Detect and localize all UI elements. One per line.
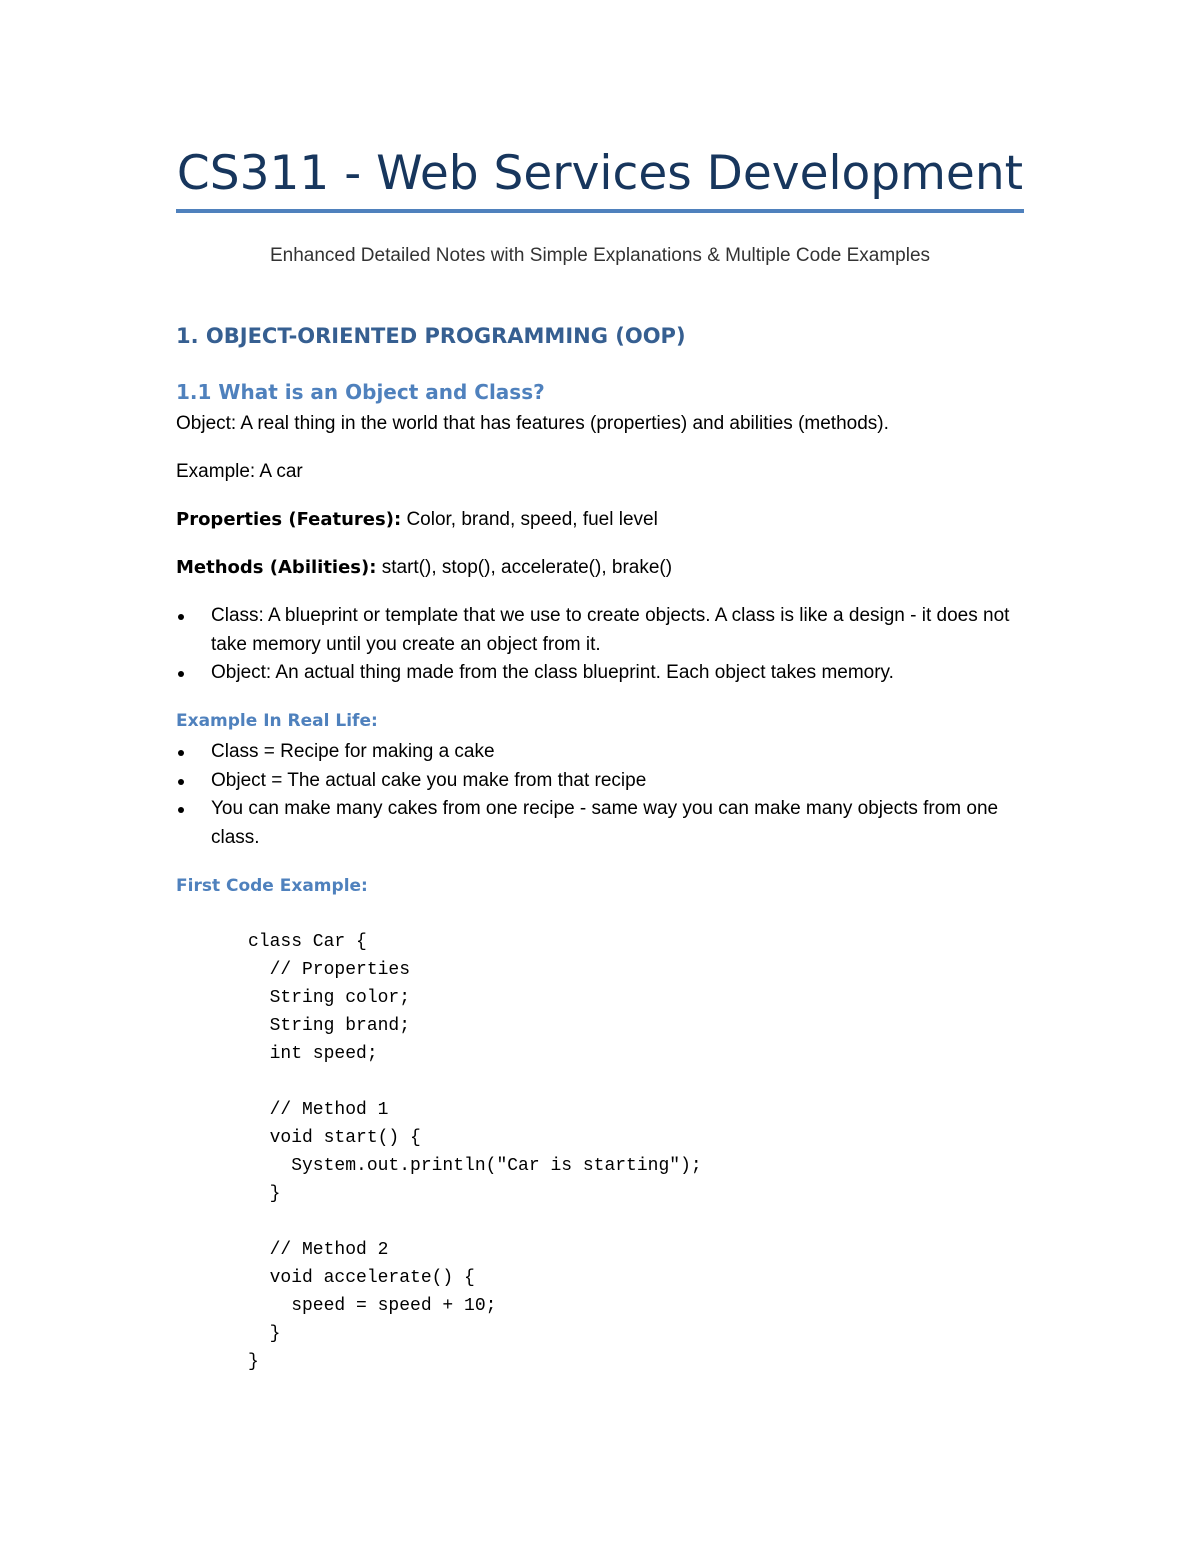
bullet-icon [178, 750, 184, 756]
methods-line [176, 554, 672, 582]
list-item: Object = The actual cake you make from that recipe [176, 767, 1024, 796]
document-title: CS311 - Web Services Development [176, 146, 1024, 201]
title-underline [176, 209, 1024, 213]
methods-value: start(), stop(), accelerate(), brake() [376, 557, 673, 578]
object-definition: Object: A real thing in the world that has features (properties) and abilities (methods). [176, 413, 889, 434]
bullet-icon [178, 614, 184, 620]
list-item: You can make many cakes from one recipe - same way you can make many objects from one class. [176, 795, 1024, 852]
bullet-icon [178, 779, 184, 785]
properties-label: Properties (Features): [176, 509, 402, 530]
section-heading-oop: 1. OBJECT-ORIENTED PROGRAMMING (OOP) [176, 324, 686, 348]
class-object-bullet-list [176, 602, 1024, 688]
list-item: Class = Recipe for making a cake [176, 738, 1024, 767]
real-life-bullet-list [176, 738, 1024, 852]
document-page [176, 0, 1024, 1553]
subsection-heading-object-class: 1.1 What is an Object and Class? [176, 380, 545, 404]
properties-value: Color, brand, speed, fuel level [401, 509, 658, 530]
list-item: Class: A blueprint or template that we use to create objects. A class is like a design - it does not take memory until you create an object from it. [176, 602, 1024, 659]
code-example-heading: First Code Example: [176, 876, 368, 896]
document-subtitle: Enhanced Detailed Notes with Simple Explanations & Multiple Code Examples [269, 245, 931, 266]
methods-label: Methods (Abilities): [176, 557, 377, 578]
code-block: class Car { // Properties String color; String brand; int speed; // Method 1 void start() { System.out.println("Car is starting"); } // Method 2 void accelerate() { speed = speed + 10; } } [248, 932, 702, 1372]
bullet-icon [178, 807, 184, 813]
real-life-example-heading: Example In Real Life: [176, 711, 378, 731]
list-item: Object: An actual thing made from the class blueprint. Each object takes memory. [176, 659, 1024, 688]
properties-line [176, 506, 658, 534]
bullet-icon [178, 671, 184, 677]
example-car: Example: A car [176, 461, 303, 482]
